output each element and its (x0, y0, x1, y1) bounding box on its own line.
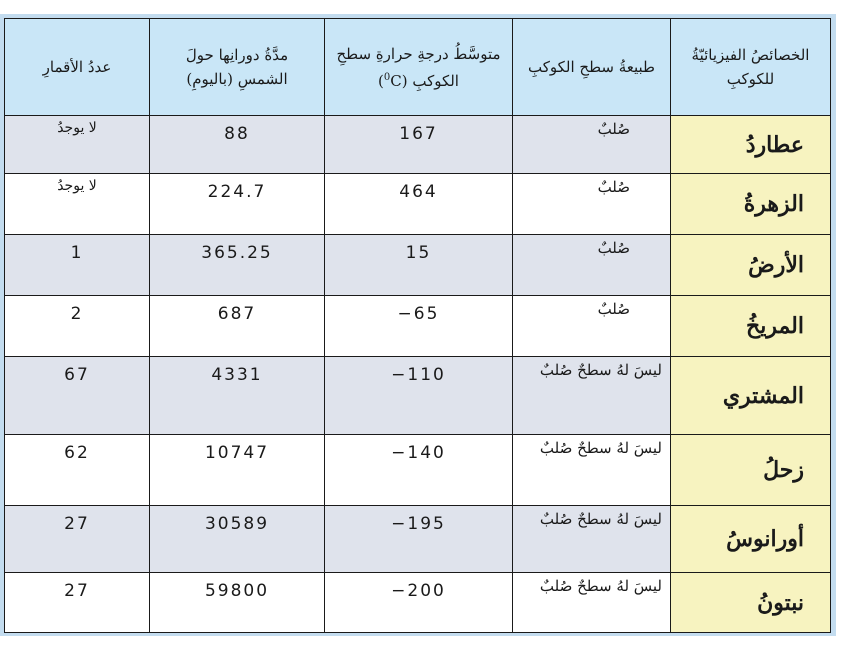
temp-value: −65 (397, 304, 440, 324)
temp-value: 464 (399, 182, 438, 202)
temp-value: −200 (391, 581, 446, 601)
planets-table (4, 18, 831, 633)
header-moons-text: عددُ الأقمارِ (42, 58, 112, 76)
moons-cell: 62 (5, 435, 150, 506)
header-temp-line2 (325, 66, 512, 93)
header-temp-post: C) (378, 71, 402, 90)
table-row (5, 506, 831, 573)
planet-name: عطاردُ (671, 116, 831, 174)
header-surface-text: طبيعةُ سطحِ الكوكبِ (527, 58, 655, 76)
header-temp-line1: متوسَّطُ درجةِ حرارةِ سطحِ (336, 44, 501, 63)
moons-cell: 67 (5, 357, 150, 435)
header-property-line2: للكوكبِ (726, 70, 775, 88)
table-row (5, 116, 831, 174)
surface-cell: ليسَ لهُ سطحٌ صُلبٌ (513, 435, 671, 506)
surface-cell: ليسَ لهُ سطحٌ صُلبٌ (513, 573, 671, 633)
surface-cell: صُلبٌ (513, 174, 671, 235)
planet-name: الأرضُ (671, 235, 831, 296)
planet-name: المشتري (671, 357, 831, 435)
period-cell: 59800 (150, 573, 325, 633)
moons-cell: 27 (5, 573, 150, 633)
header-period-line1: مدَّةُ دورانِها حولَ (185, 46, 289, 64)
period-cell: 687 (150, 296, 325, 357)
surface-cell: صُلبٌ (513, 235, 671, 296)
period-cell: 30589 (150, 506, 325, 573)
temp-value: 15 (405, 243, 432, 263)
planet-name: الزهرةُ (671, 174, 831, 235)
temp-cell (325, 116, 513, 174)
surface-cell: ليسَ لهُ سطحٌ صُلبٌ (513, 357, 671, 435)
table-row (5, 296, 831, 357)
moons-cell: 2 (5, 296, 150, 357)
temp-cell (325, 235, 513, 296)
period-cell: 10747 (150, 435, 325, 506)
planet-name: نبتونُ (671, 573, 831, 633)
temp-value: −140 (391, 443, 446, 463)
header-temperature (325, 19, 513, 116)
header-moons (5, 19, 150, 116)
temp-cell (325, 357, 513, 435)
period-cell: 365.25 (150, 235, 325, 296)
planet-name: زحلُ (671, 435, 831, 506)
header-surface (513, 19, 671, 116)
table-row (5, 573, 831, 633)
degree-sup: 0 (383, 71, 391, 83)
surface-cell: ليسَ لهُ سطحٌ صُلبٌ (513, 506, 671, 573)
temp-value: −195 (391, 514, 446, 534)
temp-value: 167 (399, 124, 438, 144)
temp-value: −110 (391, 365, 446, 385)
surface-cell: صُلبٌ (513, 116, 671, 174)
planet-name: المريخُ (671, 296, 831, 357)
header-temp-pre: الكوكبِ ( (401, 71, 459, 90)
surface-cell: صُلبٌ (513, 296, 671, 357)
table-row (5, 357, 831, 435)
temp-cell (325, 573, 513, 633)
period-cell: 224.7 (150, 174, 325, 235)
header-row (5, 19, 831, 116)
moons-cell: 27 (5, 506, 150, 573)
temp-cell (325, 296, 513, 357)
moons-cell: 1 (5, 235, 150, 296)
moons-cell: لا يوجدُ (5, 174, 150, 235)
temp-cell (325, 506, 513, 573)
header-property-line1: الخصائصُ الفيزيائيّةُ (691, 46, 810, 64)
header-property (671, 19, 831, 116)
temp-cell (325, 174, 513, 235)
planet-name: أورانوسُ (671, 506, 831, 573)
moons-cell: لا يوجدُ (5, 116, 150, 174)
period-cell: 88 (150, 116, 325, 174)
table-row (5, 435, 831, 506)
header-orbital-period (150, 19, 325, 116)
table-row (5, 174, 831, 235)
header-period-line2: الشمسِ (باليومِ) (186, 70, 288, 88)
temp-cell (325, 435, 513, 506)
period-cell: 4331 (150, 357, 325, 435)
table-row (5, 235, 831, 296)
